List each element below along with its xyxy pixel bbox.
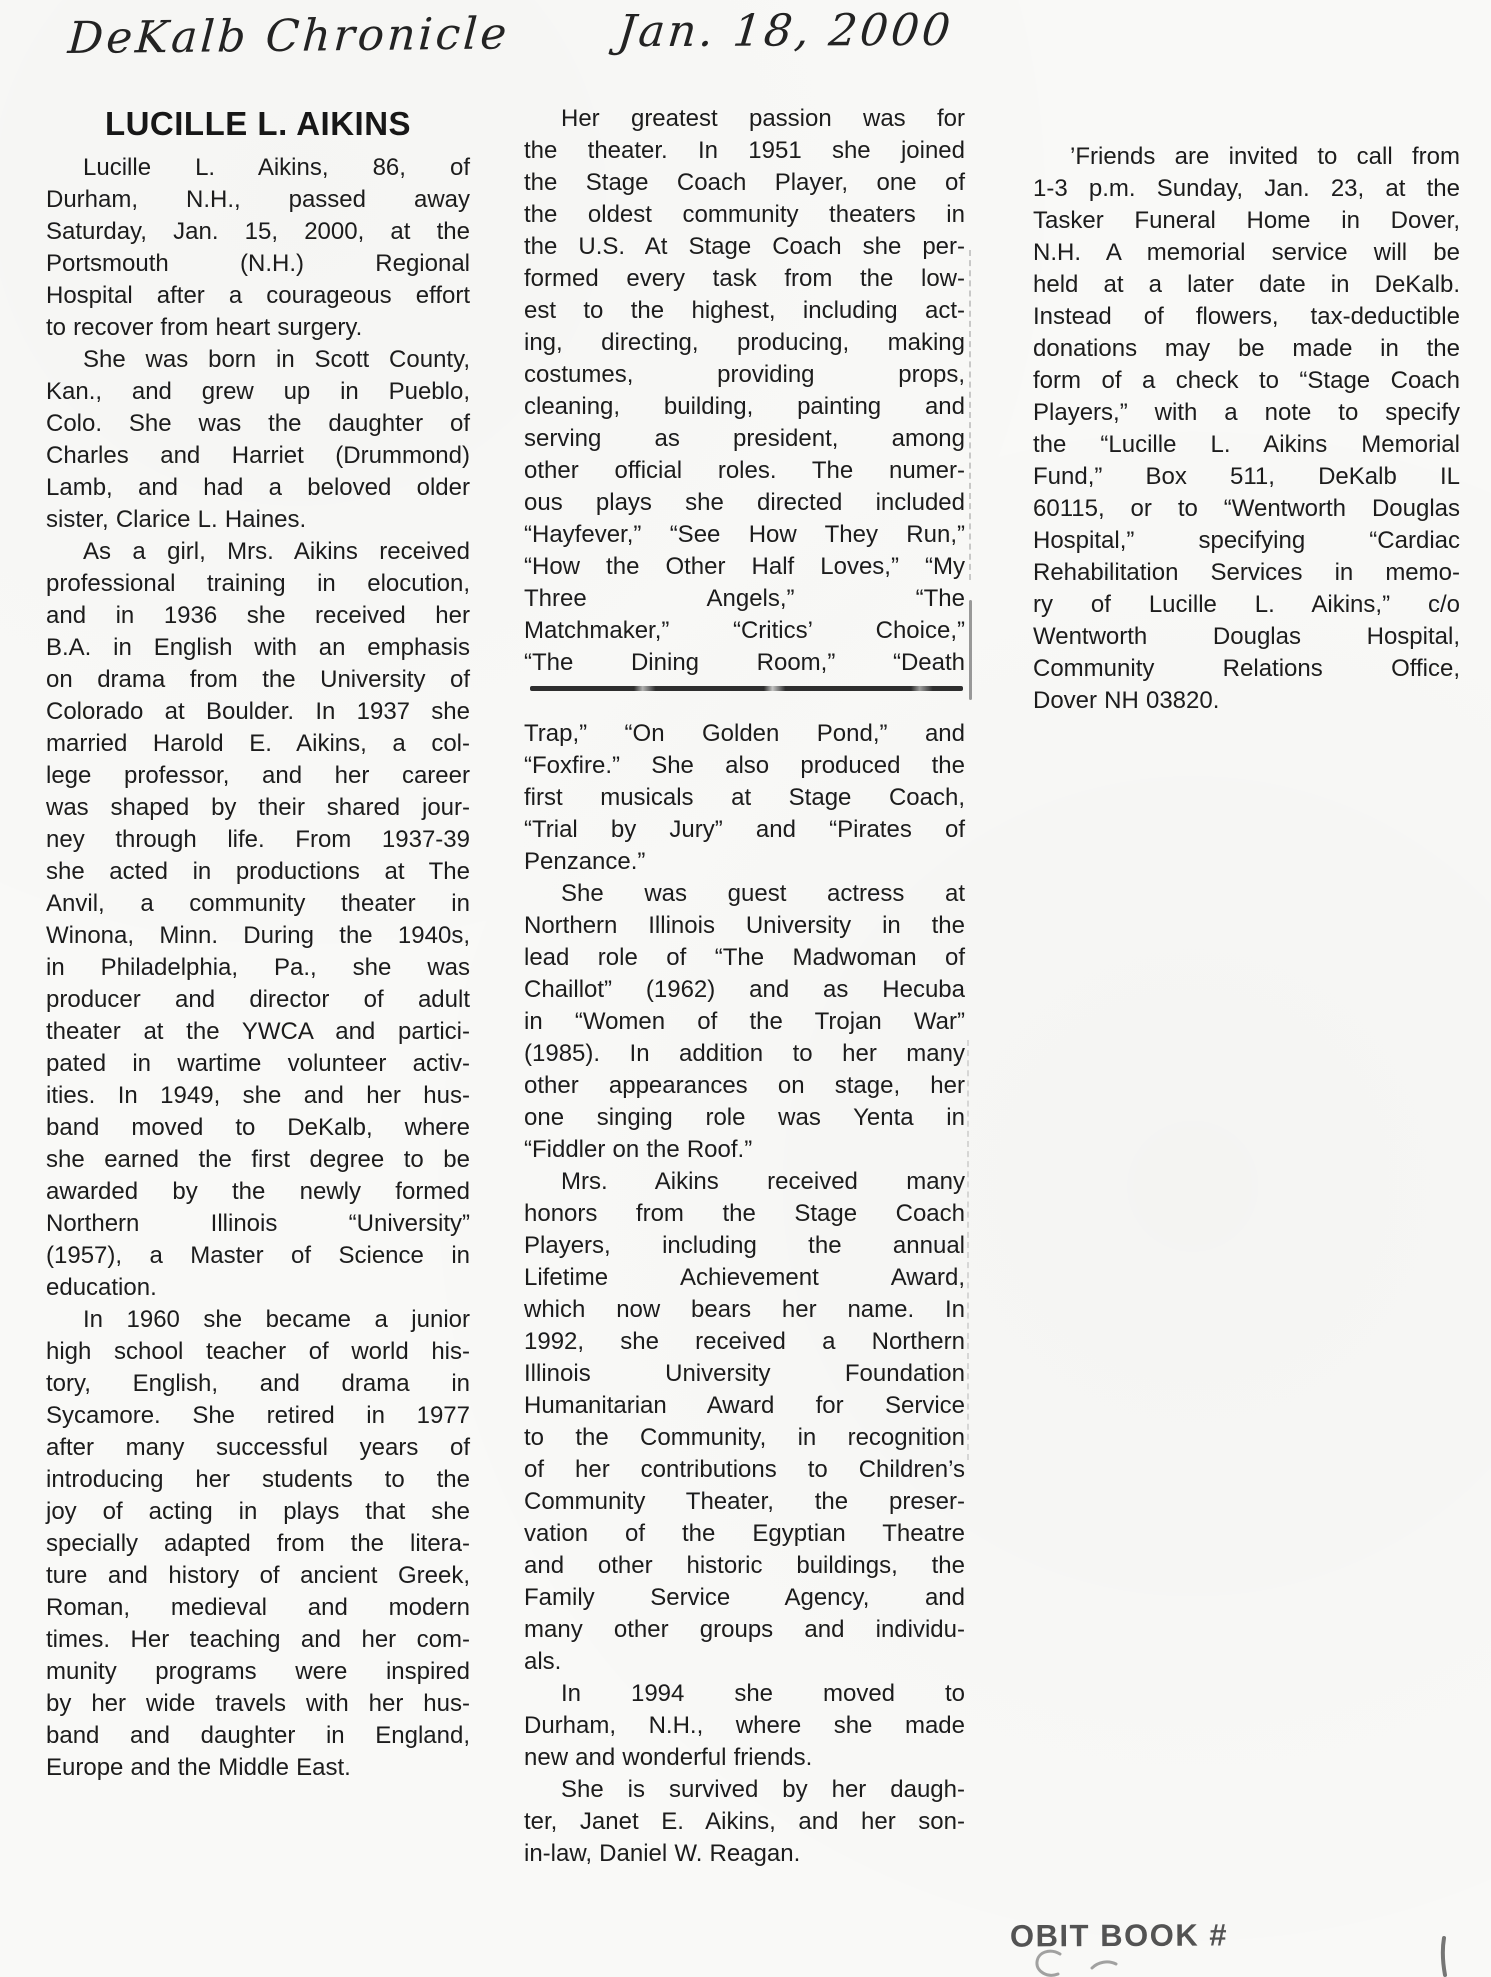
text-line: awarded by the newly formed bbox=[46, 1178, 470, 1205]
text-line: Roman, medieval and modern bbox=[46, 1594, 470, 1621]
text-line: she earned the first degree to be bbox=[46, 1146, 470, 1173]
text-line: (1985). In addition to her many bbox=[524, 1040, 965, 1067]
text-line: Community Relations Office, bbox=[1033, 655, 1460, 682]
text-line: pated in wartime volunteer activ- bbox=[46, 1050, 470, 1077]
text-line: ing, directing, producing, making bbox=[524, 329, 965, 356]
text-line: ney through life. From 1937-39 bbox=[46, 826, 470, 853]
text-line: one singing role was Yenta in bbox=[524, 1104, 965, 1131]
publication-date: Jan. 18, 2000 bbox=[615, 4, 956, 58]
text-line: Illinois University Foundation bbox=[524, 1360, 965, 1387]
paragraph bbox=[46, 1304, 470, 1784]
text-line: Winona, Minn. During the 1940s, bbox=[46, 922, 470, 949]
text-line: professional training in elocution, bbox=[46, 570, 470, 597]
text-line: in-law, Daniel W. Reagan. bbox=[524, 1840, 801, 1867]
paragraph bbox=[524, 1166, 965, 1678]
text-line: est to the highest, including act- bbox=[524, 297, 965, 324]
text-line: Durham, N.H., passed away bbox=[46, 186, 470, 213]
text-line: sister, Clarice L. Haines. bbox=[46, 506, 307, 533]
text-line: Portsmouth (N.H.) Regional bbox=[46, 250, 470, 277]
text-line: Europe and the Middle East. bbox=[46, 1754, 351, 1781]
column-separator-marks bbox=[969, 250, 971, 580]
text-line: ture and history of ancient Greek, bbox=[46, 1562, 470, 1589]
publication-name: DeKalb Chronicle bbox=[66, 8, 511, 65]
text-line: lead role of “The Madwoman of bbox=[524, 944, 965, 971]
text-line: Community Theater, the preser- bbox=[524, 1488, 965, 1515]
text-line: Kan., and grew up in Pueblo, bbox=[46, 378, 470, 405]
text-line: which now bears her name. In bbox=[524, 1296, 965, 1323]
text-line: As a girl, Mrs. Aikins received bbox=[83, 538, 470, 565]
text-line: costumes, providing props, bbox=[524, 361, 965, 388]
text-line: 1992, she received a Northern bbox=[524, 1328, 965, 1355]
text-line: She was guest actress at bbox=[561, 880, 965, 907]
text-line: Trap,” “On Golden Pond,” and bbox=[524, 720, 965, 747]
text-line: “Trial by Jury” and “Pirates of bbox=[524, 816, 965, 843]
text-line: of her contributions to Children’s bbox=[524, 1456, 965, 1483]
text-line: other official roles. The numer- bbox=[524, 457, 965, 484]
text-line: als. bbox=[524, 1648, 562, 1675]
obituary-headline: LUCILLE L. AIKINS bbox=[104, 105, 412, 142]
text-line: She was born in Scott County, bbox=[83, 346, 470, 373]
text-line: Durham, N.H., where she made bbox=[524, 1712, 965, 1739]
text-line: and in 1936 she received her bbox=[46, 602, 470, 629]
text-line: Three Angels,” “The bbox=[524, 585, 965, 612]
text-line: 60115, or to “Wentworth Douglas bbox=[1033, 495, 1460, 522]
text-line: joy of acting in plays that she bbox=[46, 1498, 470, 1525]
text-line: high school teacher of world his- bbox=[46, 1338, 470, 1365]
column-separator-marks bbox=[967, 1040, 969, 1460]
pen-stroke-mark bbox=[1436, 1936, 1450, 1977]
text-line: tory, English, and drama in bbox=[46, 1370, 470, 1397]
text-line: She is survived by her daugh- bbox=[561, 1776, 965, 1803]
text-line: Colo. She was the daughter of bbox=[46, 410, 470, 437]
text-line: ous plays she directed included bbox=[524, 489, 965, 516]
text-line: Matchmaker,” “Critics’ Choice,” bbox=[524, 617, 965, 644]
text-line: held at a later date in DeKalb. bbox=[1033, 271, 1460, 298]
text-line: “Fiddler on the Roof.” bbox=[524, 1136, 753, 1163]
text-line: Lifetime Achievement Award, bbox=[524, 1264, 965, 1291]
text-line: was shaped by their shared jour- bbox=[46, 794, 470, 821]
text-line: lege professor, and her career bbox=[46, 762, 470, 789]
paragraph bbox=[524, 103, 965, 679]
paragraph bbox=[524, 878, 965, 1166]
obituary-column-3 bbox=[1033, 141, 1460, 717]
text-line: Wentworth Douglas Hospital, bbox=[1033, 623, 1460, 650]
text-line: first musicals at Stage Coach, bbox=[524, 784, 965, 811]
text-line: serving as president, among bbox=[524, 425, 965, 452]
text-line: in Philadelphia, Pa., she was bbox=[46, 954, 470, 981]
text-line: form of a check to “Stage Coach bbox=[1033, 367, 1460, 394]
text-line: Rehabilitation Services in memo- bbox=[1033, 559, 1460, 586]
text-line: to recover from heart surgery. bbox=[46, 314, 363, 341]
obit-book-stamp: OBIT BOOK # bbox=[1009, 1917, 1229, 1954]
paragraph bbox=[524, 1678, 965, 1774]
paragraph bbox=[46, 536, 470, 1304]
text-line: Charles and Harriet (Drummond) bbox=[46, 442, 470, 469]
paragraph bbox=[524, 1774, 965, 1870]
text-line: vation of the Egyptian Theatre bbox=[524, 1520, 965, 1547]
text-line: the oldest community theaters in bbox=[524, 201, 965, 228]
text-line: the U.S. At Stage Coach she per- bbox=[524, 233, 965, 260]
text-line: formed every task from the low- bbox=[524, 265, 965, 292]
text-line: “Hayfever,” “See How They Run,” bbox=[524, 521, 965, 548]
text-line: ’Friends are invited to call from bbox=[1070, 143, 1460, 170]
paragraph bbox=[46, 344, 470, 536]
text-line: Hospital,” specifying “Cardiac bbox=[1033, 527, 1460, 554]
column-separator-marks bbox=[969, 600, 972, 700]
text-line: cleaning, building, painting and bbox=[524, 393, 965, 420]
text-line: Anvil, a community theater in bbox=[46, 890, 470, 917]
text-line: B.A. in English with an emphasis bbox=[46, 634, 470, 661]
text-line: times. Her teaching and her com- bbox=[46, 1626, 470, 1653]
text-line: Sycamore. She retired in 1977 bbox=[46, 1402, 470, 1429]
text-line: the theater. In 1951 she joined bbox=[524, 137, 965, 164]
text-line: ities. In 1949, she and her hus- bbox=[46, 1082, 470, 1109]
text-line: N.H. A memorial service will be bbox=[1033, 239, 1460, 266]
text-line: Penzance.” bbox=[524, 848, 646, 875]
text-line: munity programs were inspired bbox=[46, 1658, 470, 1685]
handwritten-header bbox=[68, 3, 1028, 64]
text-line: other appearances on stage, her bbox=[524, 1072, 965, 1099]
text-line: Her greatest passion was for bbox=[561, 105, 965, 132]
text-line: “Foxfire.” She also produced the bbox=[524, 752, 965, 779]
text-line: introducing her students to the bbox=[46, 1466, 470, 1493]
text-line: the “Lucille L. Aikins Memorial bbox=[1033, 431, 1460, 458]
text-line: Lucille L. Aikins, 86, of bbox=[83, 154, 470, 181]
obituary-column-1 bbox=[46, 104, 470, 1784]
text-line: in “Women of the Trojan War” bbox=[524, 1008, 965, 1035]
text-line: In 1994 she moved to bbox=[561, 1680, 965, 1707]
text-line: 1-3 p.m. Sunday, Jan. 23, at the bbox=[1033, 175, 1460, 202]
text-line: Players, including the annual bbox=[524, 1232, 965, 1259]
paragraph bbox=[46, 152, 470, 344]
text-line: Players,” with a note to specify bbox=[1033, 399, 1460, 426]
text-line: Hospital after a courageous effort bbox=[46, 282, 470, 309]
text-line: many other groups and individu- bbox=[524, 1616, 965, 1643]
text-line: donations may be made in the bbox=[1033, 335, 1460, 362]
text-line: Saturday, Jan. 15, 2000, at the bbox=[46, 218, 470, 245]
section-rule bbox=[530, 686, 963, 691]
text-line: Chaillot” (1962) and as Hecuba bbox=[524, 976, 965, 1003]
text-line: Colorado at Boulder. In 1937 she bbox=[46, 698, 470, 725]
text-line: band and daughter in England, bbox=[46, 1722, 470, 1749]
text-line: ter, Janet E. Aikins, and her son- bbox=[524, 1808, 965, 1835]
text-line: In 1960 she became a junior bbox=[83, 1306, 470, 1333]
text-line: new and wonderful friends. bbox=[524, 1744, 813, 1771]
text-line: theater at the YWCA and partici- bbox=[46, 1018, 470, 1045]
text-line: band moved to DeKalb, where bbox=[46, 1114, 470, 1141]
text-line: and other historic buildings, the bbox=[524, 1552, 965, 1579]
text-line: Fund,” Box 511, DeKalb IL bbox=[1033, 463, 1460, 490]
obituary-column-2 bbox=[524, 103, 965, 1870]
text-line: on drama from the University of bbox=[46, 666, 470, 693]
text-line: Instead of flowers, tax-deductible bbox=[1033, 303, 1460, 330]
paragraph bbox=[1033, 141, 1460, 717]
text-line: specially adapted from the litera- bbox=[46, 1530, 470, 1557]
paragraph bbox=[524, 718, 965, 878]
text-line: Humanitarian Award for Service bbox=[524, 1392, 965, 1419]
text-line: she acted in productions at The bbox=[46, 858, 470, 885]
text-line: married Harold E. Aikins, a col- bbox=[46, 730, 470, 757]
text-line: Northern Illinois “University” bbox=[46, 1210, 470, 1237]
text-line: Family Service Agency, and bbox=[524, 1584, 965, 1611]
text-line: Mrs. Aikins received many bbox=[561, 1168, 965, 1195]
text-line: Northern Illinois University in the bbox=[524, 912, 965, 939]
text-line: to the Community, in recognition bbox=[524, 1424, 965, 1451]
text-line: producer and director of adult bbox=[46, 986, 470, 1013]
text-line: the Stage Coach Player, one of bbox=[524, 169, 965, 196]
text-line: “The Dining Room,” “Death bbox=[524, 649, 965, 676]
handwriting-mark bbox=[1032, 1948, 1122, 1977]
text-line: Lamb, and had a beloved older bbox=[46, 474, 470, 501]
text-line: honors from the Stage Coach bbox=[524, 1200, 965, 1227]
text-line: “How the Other Half Loves,” “My bbox=[524, 553, 965, 580]
text-line: ry of Lucille L. Aikins,” c/o bbox=[1033, 591, 1460, 618]
text-line: Dover NH 03820. bbox=[1033, 687, 1220, 714]
text-line: education. bbox=[46, 1274, 157, 1301]
text-line: Tasker Funeral Home in Dover, bbox=[1033, 207, 1460, 234]
text-line: (1957), a Master of Science in bbox=[46, 1242, 470, 1269]
text-line: by her wide travels with her hus- bbox=[46, 1690, 470, 1717]
text-line: after many successful years of bbox=[46, 1434, 470, 1461]
